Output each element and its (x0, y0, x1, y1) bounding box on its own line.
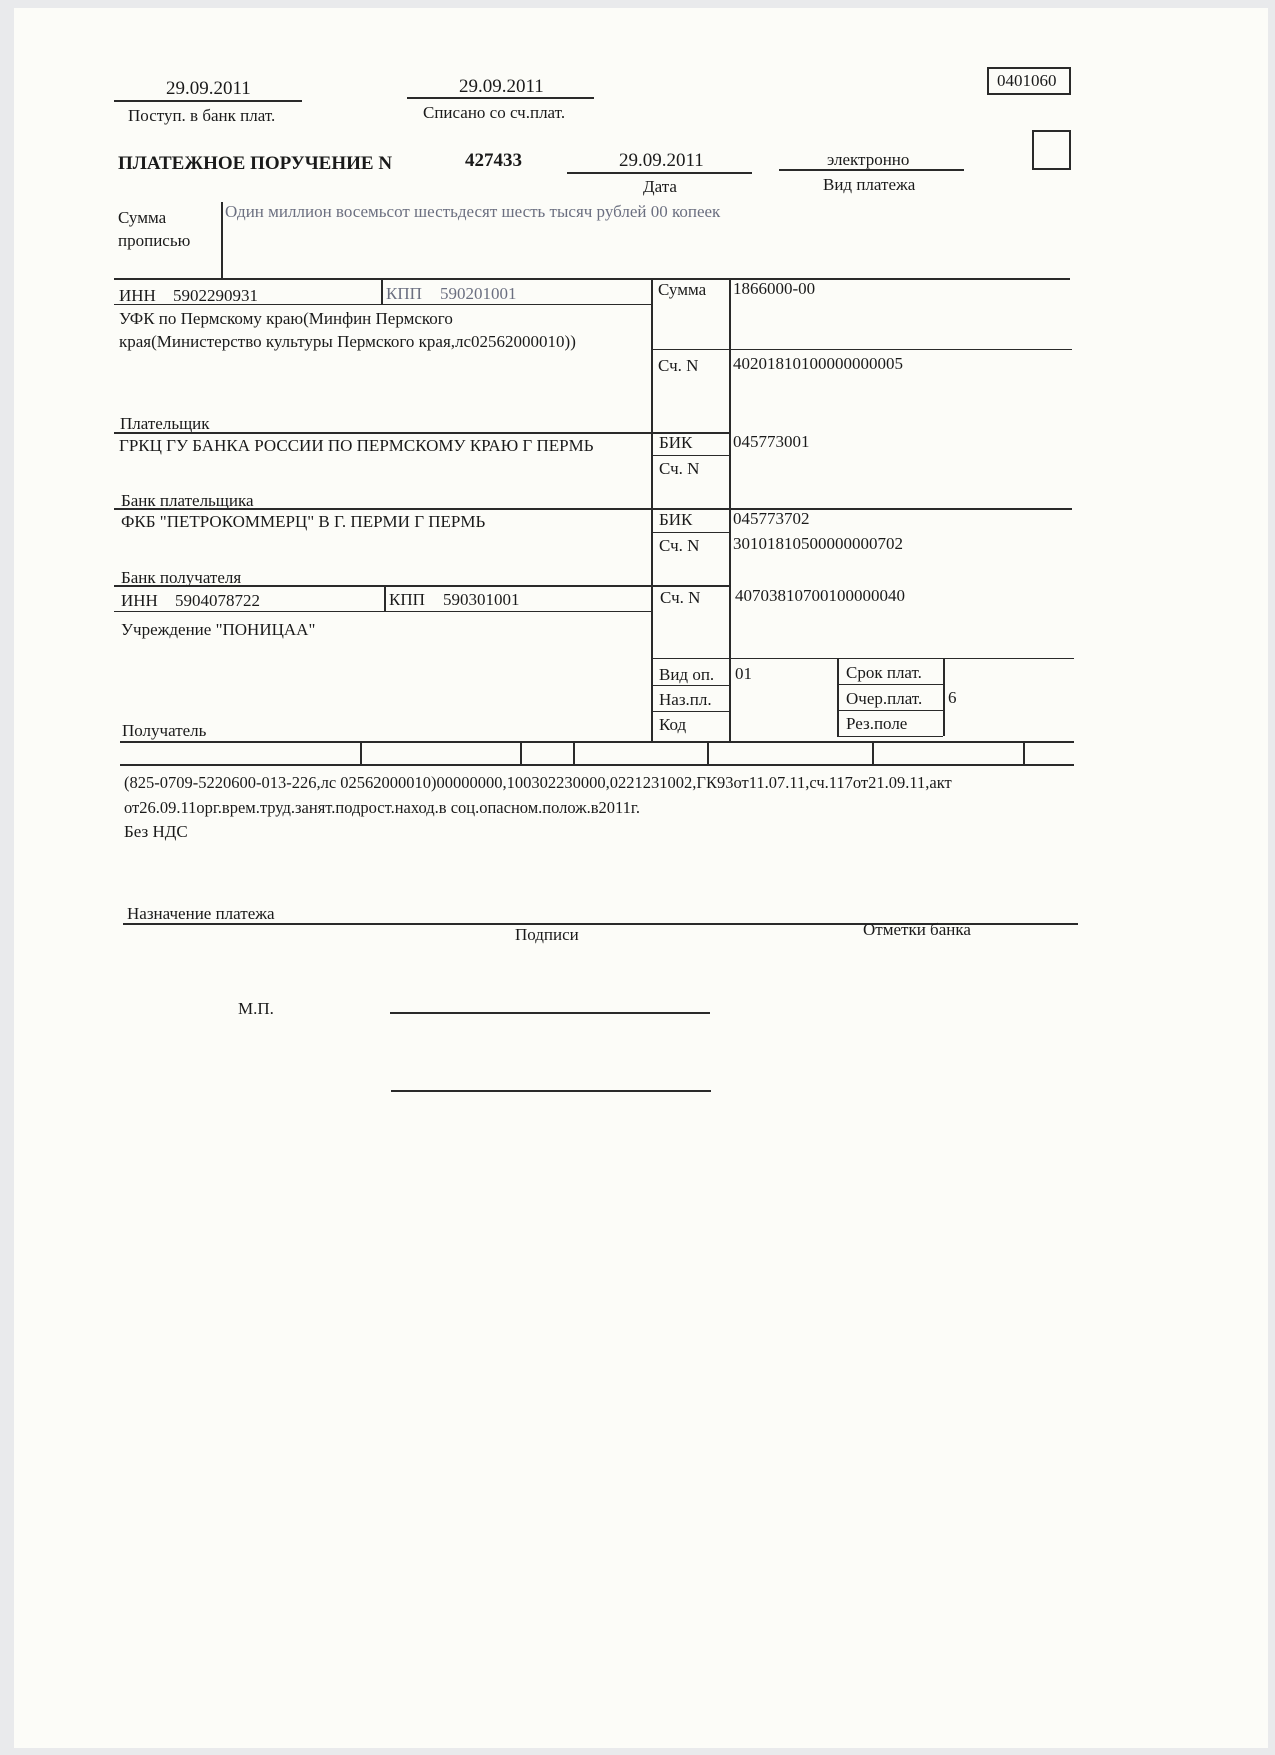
priority: 6 (948, 688, 957, 707)
form-code: 0401060 (997, 71, 1057, 90)
purpose-line3: Без НДС (124, 822, 188, 841)
payee-inn-line (114, 611, 651, 612)
purpose-line2: от26.09.11орг.врем.труд.занят.подрост.наход.в соц.опасном.полож.в2011г. (124, 798, 640, 817)
code-label: Код (659, 715, 687, 734)
payee-bank-account: 30101810500000000702 (733, 534, 903, 553)
payee-bank-bik-label: БИК (659, 510, 693, 529)
payer-label: Плательщик (120, 414, 210, 433)
tax-cell-divider-3 (573, 741, 575, 764)
payee-account: 40703810700100000040 (735, 586, 905, 605)
stamp-label: М.П. (238, 999, 274, 1018)
payer-inn: 5902290931 (173, 286, 258, 305)
payee-kpp: 590301001 (443, 590, 520, 609)
status-checkbox (1032, 130, 1071, 170)
tax-strip-top-line (120, 741, 1074, 743)
operation-top-line (651, 658, 1074, 659)
order-title: ПЛАТЕЖНОЕ ПОРУЧЕНИЕ N (118, 153, 393, 174)
payer-inn-label: ИНН (119, 286, 156, 305)
form-code-box (987, 67, 1071, 95)
order-number: 427433 (465, 150, 522, 171)
payee-inn-label: ИНН (121, 591, 158, 610)
payment-order-sheet (14, 8, 1268, 1748)
payer-account-label: Сч. N (658, 356, 699, 375)
payment-type-line (779, 169, 964, 171)
reserve-label: Рез.поле (846, 714, 908, 733)
term-column-left-border (837, 658, 839, 736)
term-label: Срок плат. (846, 663, 922, 682)
payer-account: 40201810100000000005 (733, 354, 903, 373)
op-type: 01 (735, 664, 752, 683)
payer-bank-account-label: Сч. N (659, 459, 700, 478)
payer-kpp-label: КПП (386, 284, 422, 303)
purpose-code-label: Наз.пл. (659, 690, 712, 709)
payee-kpp-label: КПП (389, 590, 425, 609)
payer-sum-label: Сумма (658, 280, 707, 299)
order-date-label: Дата (643, 177, 677, 196)
amount-words-divider (221, 202, 223, 280)
signature-line-1 (390, 1012, 710, 1014)
term-line (837, 684, 943, 685)
sum-bottom-line (651, 349, 1072, 350)
payment-type-label: Вид платежа (823, 175, 916, 194)
tax-cell-divider-5 (872, 741, 874, 764)
amount-words-text: Один миллион восемьсот шестьдесят шесть тысяч рублей 00 копеек (225, 202, 721, 221)
tax-cell-divider-4 (707, 741, 709, 764)
received-label: Поступ. в банк плат. (128, 106, 276, 125)
tax-strip-bottom-line (120, 764, 1074, 766)
priority-label: Очер.плат. (846, 689, 923, 708)
debited-date: 29.09.2011 (459, 76, 544, 97)
payee-inn: 5904078722 (175, 591, 260, 610)
purpose-line1: (825-0709-5220600-013-226,лс 02562000010)00000000,100302230000,0221231002,ГК93от11.07.11,сч.117от21.09.11,акт (124, 773, 952, 792)
priority-line (837, 710, 943, 711)
debited-date-line (407, 97, 594, 99)
payer-sum: 1866000-00 (733, 279, 816, 298)
payer-name-line2: края(Министерство культуры Пермского края,лс02562000010)) (119, 332, 576, 351)
op-type-line (651, 685, 729, 686)
payer-bank-bik-label: БИК (659, 433, 693, 452)
amount-words-bottom-line (114, 278, 1070, 280)
purpose-label: Назначение платежа (127, 904, 275, 923)
tax-cell-divider-1 (360, 741, 362, 764)
payer-bank-top-line (114, 432, 731, 434)
payer-bank-bik-line (651, 455, 729, 456)
signature-line-2 (391, 1090, 711, 1092)
payee-bank-bik: 045773702 (733, 509, 810, 528)
payee-name: Учреждение "ПОНИЦАА" (121, 620, 316, 639)
payer-bank-bik: 045773001 (733, 432, 810, 451)
tax-cell-divider-6 (1023, 741, 1025, 764)
payer-kpp: 590201001 (440, 284, 517, 303)
payer-name-line1: УФК по Пермскому краю(Минфин Пермского (119, 309, 453, 328)
order-date-line (567, 172, 752, 174)
payer-inn-kpp-divider (381, 280, 383, 304)
payee-bank-account-label: Сч. N (659, 536, 700, 555)
bank-marks-label: Отметки банка (863, 920, 971, 939)
payee-account-label: Сч. N (660, 588, 701, 607)
order-date: 29.09.2011 (619, 150, 704, 171)
signatures-label: Подписи (515, 925, 579, 944)
tax-cell-divider-2 (520, 741, 522, 764)
payee-inn-kpp-divider (384, 585, 386, 612)
payer-inn-line (114, 304, 651, 305)
payee-bank-bik-line (651, 532, 729, 533)
amount-words-label-2: прописью (118, 231, 191, 250)
purpose-code-line (651, 711, 729, 712)
operation-bottom-line (837, 736, 943, 737)
payee-bank-label: Банк получателя (121, 568, 242, 587)
op-type-label: Вид оп. (659, 665, 715, 684)
amount-words-label-1: Сумма (118, 208, 167, 227)
received-date: 29.09.2011 (166, 78, 251, 99)
term-column-right-border (943, 658, 945, 736)
debited-label: Списано со сч.плат. (423, 103, 566, 122)
payer-bank-name: ГРКЦ ГУ БАНКА РОССИИ ПО ПЕРМСКОМУ КРАЮ Г ПЕРМЬ (119, 436, 594, 455)
payee-bank-top-line (114, 508, 1072, 510)
payee-inn-top-line (114, 585, 731, 587)
payee-bank-name: ФКБ "ПЕТРОКОММЕРЦ" В Г. ПЕРМИ Г ПЕРМЬ (121, 512, 486, 531)
payment-type: электронно (827, 150, 910, 169)
payer-bank-label: Банк плательщика (121, 491, 254, 510)
payee-label: Получатель (122, 721, 207, 740)
received-date-line (114, 100, 302, 102)
